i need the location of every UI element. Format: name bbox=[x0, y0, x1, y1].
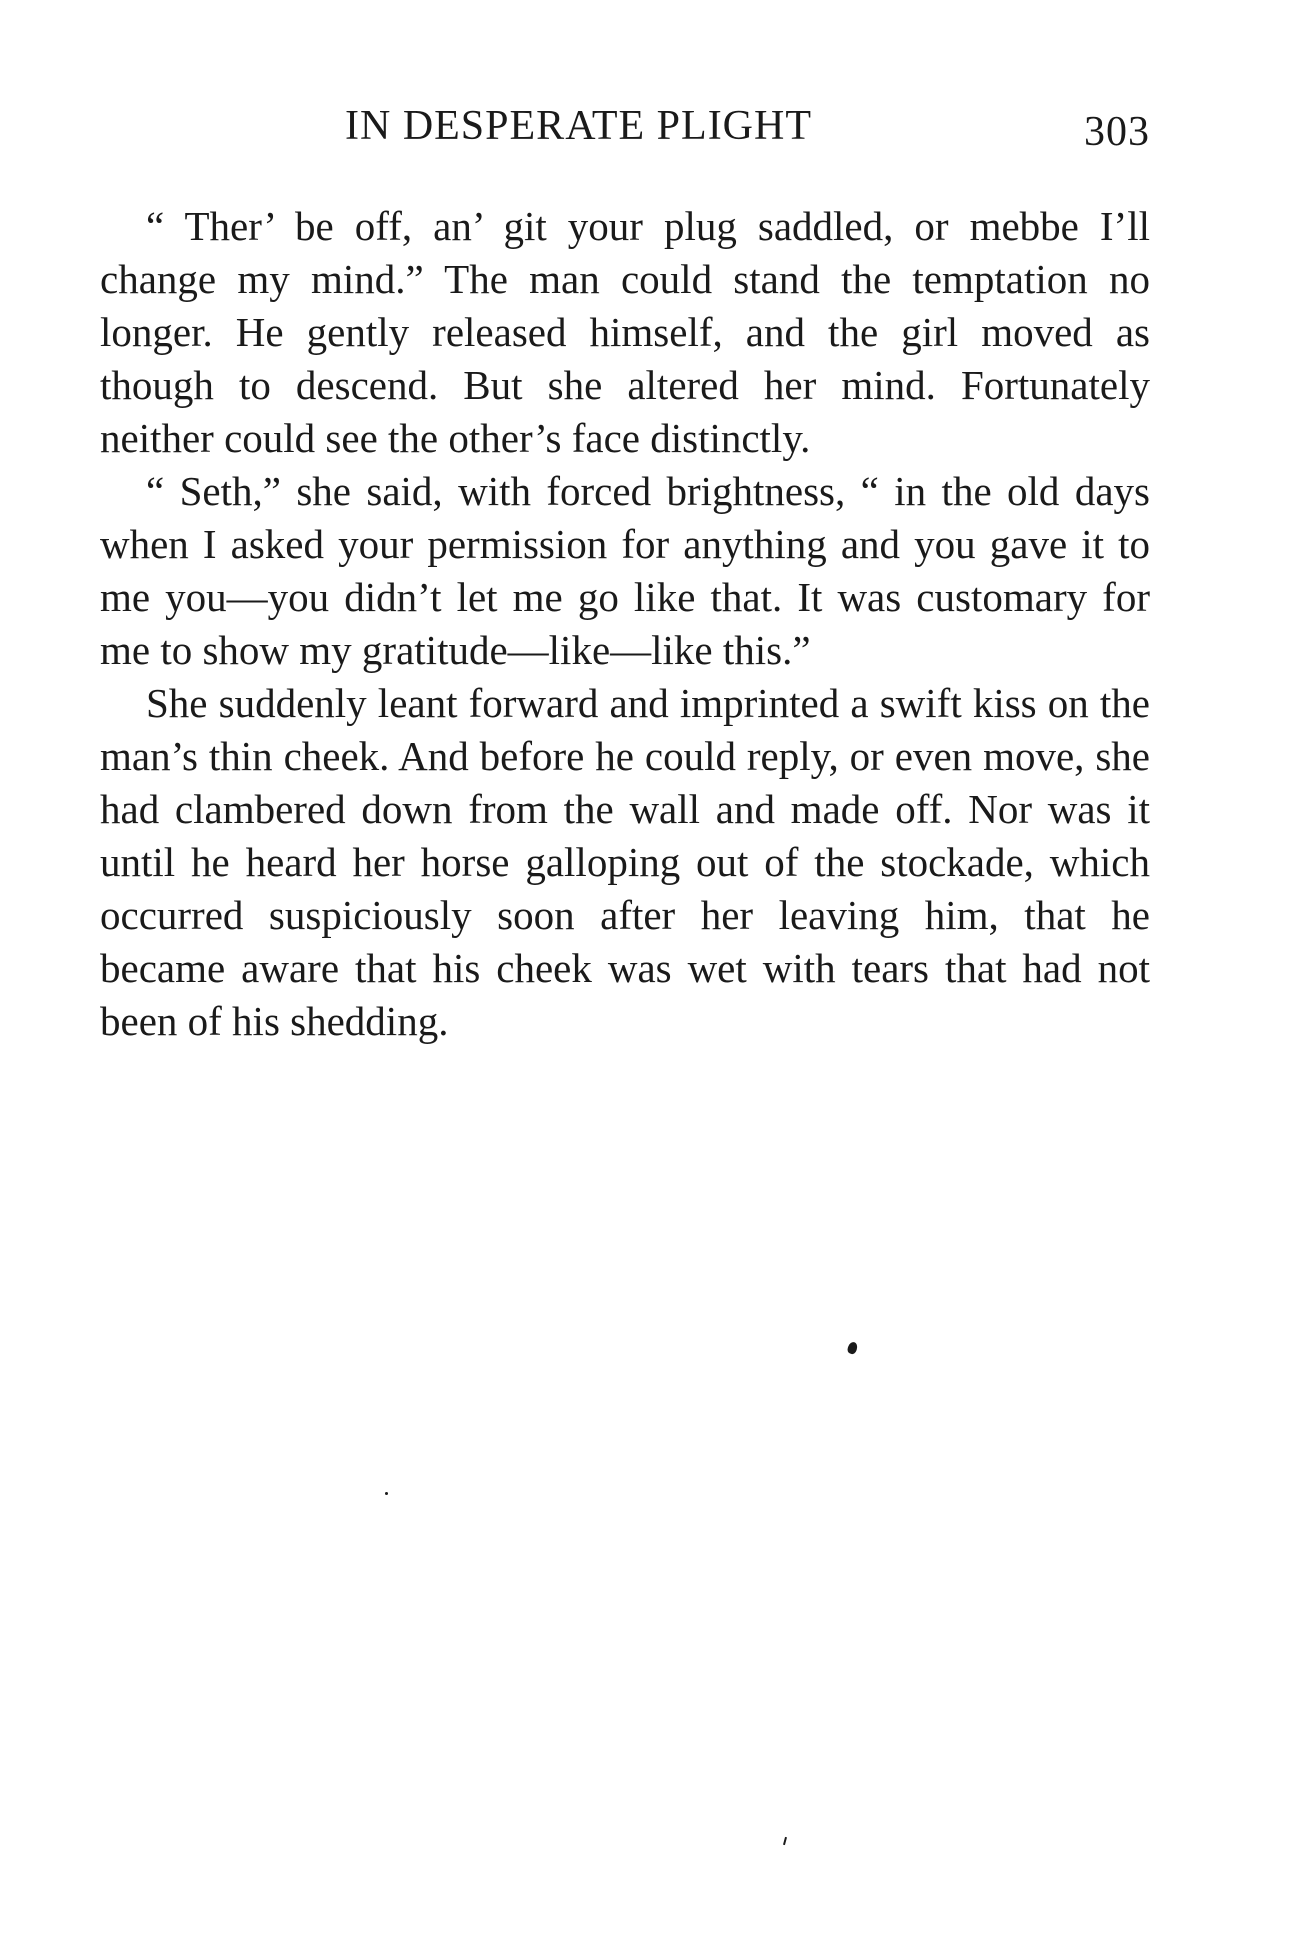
ink-speck bbox=[846, 1341, 858, 1355]
body-text bbox=[100, 200, 1150, 1048]
paragraph-1: “ Ther’ be off, an’ git your plug saddled, or mebbe I’ll change my mind.” The man could stand the temptation no longer. He gently released himself, and the girl moved as though to descend. But she altered her mind. Fortunately neither could see the other’s face distinctly. bbox=[100, 203, 1150, 461]
paragraph-2: “ Seth,” she said, with forced brightness, “ in the old days when I asked your permission for anything and you gave it to me you—you didn’t let me go like that. It was customary for me to show my gratitude—like—like this.” bbox=[100, 468, 1150, 673]
ink-speck bbox=[385, 1492, 388, 1495]
paragraph-3: She suddenly leant forward and imprinted a swift kiss on the man’s thin cheek. And before he could reply, or even move, she had clambered down from the wall and made off. Nor was it until he heard her horse galloping out of the stockade, which occurred suspiciously soon after her leaving him, that he became aware that his cheek was wet with tears that had not been of his shedding. bbox=[100, 680, 1150, 1044]
ink-speck bbox=[783, 1837, 787, 1845]
page-number: 303 bbox=[1084, 109, 1150, 155]
running-head bbox=[100, 102, 1150, 155]
running-title: IN DESPERATE PLIGHT bbox=[345, 103, 812, 149]
